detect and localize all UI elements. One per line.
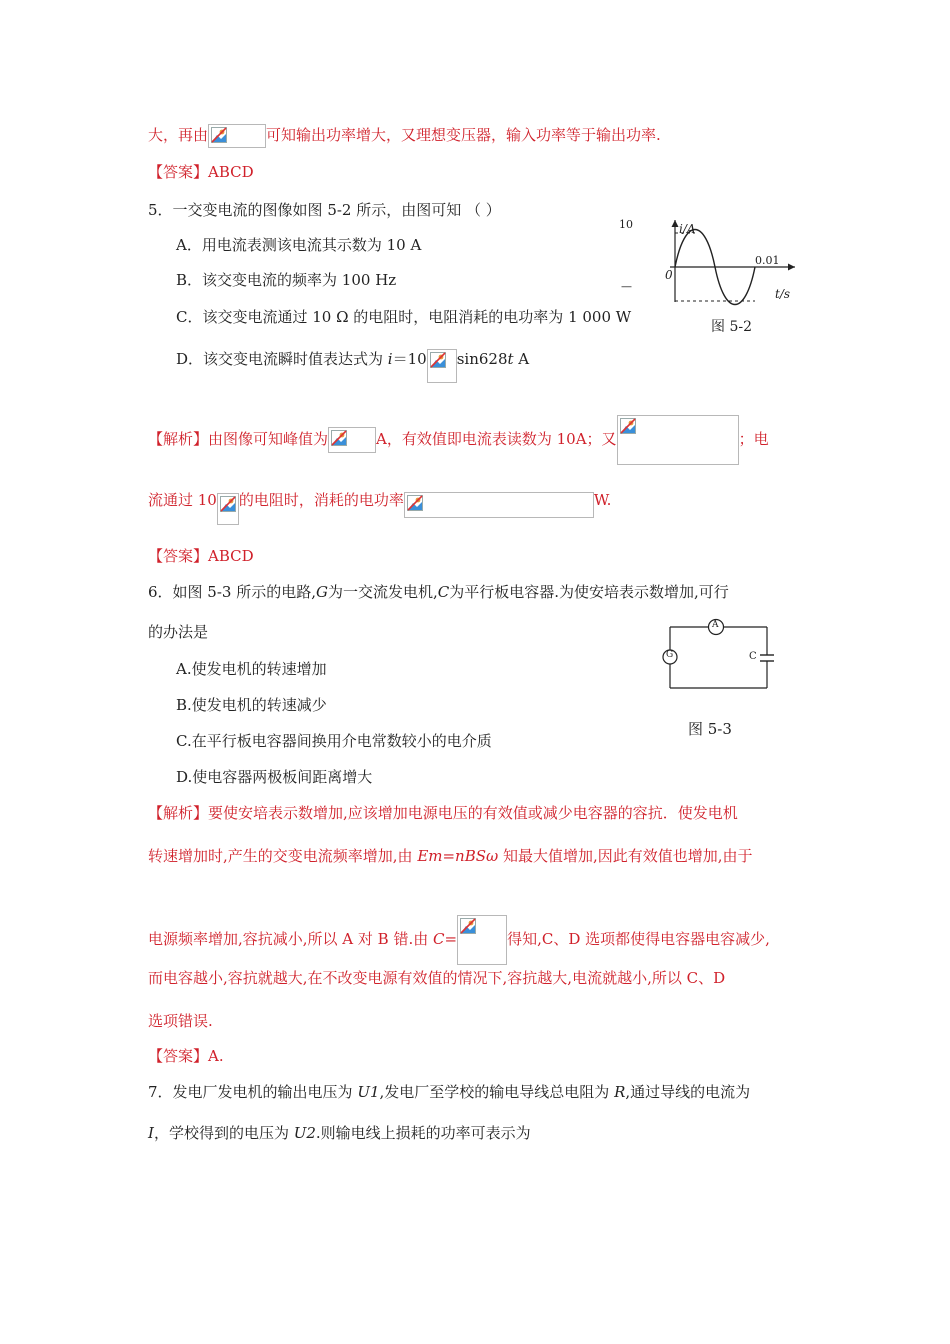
- text-segment: 知最大值增加,因此有效值也增加,由于: [498, 847, 753, 865]
- var-g: G: [316, 583, 328, 601]
- broken-image-icon: [457, 915, 507, 965]
- analysis-tag: 【解析】: [148, 804, 209, 822]
- circuit-diagram: [660, 618, 780, 698]
- figure-5-2: [615, 212, 805, 342]
- text-segment: 为平行板电容器.为使安培表示数增加,可行: [449, 583, 729, 601]
- y-value-label: 10: [619, 218, 633, 231]
- origin-label: 0: [665, 268, 673, 282]
- y-axis-label: i/A: [679, 222, 696, 236]
- broken-image-icon: [427, 349, 457, 383]
- analysis-5-line2: [148, 485, 611, 517]
- capacitor-label: C: [749, 651, 757, 662]
- var-c: C: [437, 583, 450, 601]
- analysis-6-line1: [148, 803, 738, 823]
- q5-option-b: B．该交变电流的频率为 100 Hz: [176, 271, 397, 289]
- broken-image-icon: [404, 492, 594, 518]
- broken-image-icon: [328, 427, 376, 453]
- q5-option-c: C．该交变电流通过 10 Ω 的电阻时，电阻消耗的电功率为 1 000 W: [176, 308, 632, 326]
- text-segment: ，学校得到的电压为: [153, 1124, 294, 1142]
- var-u2: U2: [293, 1124, 316, 1142]
- answer-label: 【答案】A.: [148, 1047, 224, 1065]
- text-segment: A: [513, 350, 530, 368]
- broken-image-icon: [617, 415, 739, 465]
- answer-label: 【答案】ABCD: [148, 547, 254, 565]
- var-t: t: [507, 350, 514, 368]
- text-segment: D．该交变电流瞬时值表达式为: [176, 350, 388, 368]
- text-segment: 为一交流发电机,: [328, 583, 438, 601]
- text-segment: 可知输出功率增大，又理想变压器，输入功率等于输出功率.: [266, 126, 661, 144]
- answer-continuation-line: [148, 124, 661, 148]
- q6-option-a: A.使发电机的转速增加: [176, 660, 327, 678]
- text-segment: A，有效值即电流表读数为 10A；又: [376, 430, 617, 448]
- x-tick-label: 0.01: [755, 254, 780, 267]
- broken-image-icon: [208, 124, 266, 148]
- text-segment: 由图像可知峰值为: [208, 430, 329, 448]
- text-segment: 的电阻时，消耗的电功率: [238, 491, 404, 509]
- text-segment: 电源频率增加,容抗减小,所以 A 对 B 错.由: [148, 930, 434, 948]
- ammeter-label: A: [712, 620, 719, 630]
- analysis-6-line5: 选项错误.: [148, 1012, 213, 1030]
- analysis-6-line4: 而电容越小,容抗就越大,在不改变电源有效值的情况下,容抗越大,电流就越小,所以 C、D: [148, 969, 726, 987]
- var-i: i: [387, 350, 393, 368]
- q6-stem: [148, 582, 729, 602]
- text-segment: 6．如图 5-3 所示的电路,: [148, 583, 317, 601]
- var-c: C: [433, 930, 445, 948]
- text-segment: =: [444, 930, 458, 948]
- text-segment: 转速增加时,产生的交变电流频率增加,由: [148, 847, 418, 865]
- answer-label: 【答案】ABCD: [148, 163, 254, 181]
- text-segment: sin628: [456, 350, 508, 368]
- formula: Em=nBSω: [417, 847, 499, 865]
- text-segment: 流通过 10: [148, 491, 217, 509]
- analysis-6-line3: [148, 915, 770, 965]
- q5-option-a: A．用电流表测该电流其示数为 10 A: [176, 236, 422, 254]
- x-axis-label: t/s: [775, 287, 791, 301]
- q7-stem-line2: [148, 1123, 531, 1143]
- text-segment: ,通过导线的电流为: [625, 1083, 751, 1101]
- q5-option-d: [176, 343, 529, 377]
- text-segment: 要使安培表示数增加,应该增加电源电压的有效值或减少电容器的容抗．使发电机: [208, 804, 738, 822]
- analysis-tag: 【解析】: [148, 430, 209, 448]
- figure-caption: 图 5-3: [688, 720, 732, 738]
- q7-stem-line1: [148, 1082, 750, 1102]
- text-segment: W.: [593, 491, 612, 509]
- text-segment: ；电: [738, 430, 769, 448]
- analysis-6-line2: [148, 846, 753, 866]
- text-segment: 得知,C、D 选项都使得电容器电容减少,: [507, 930, 770, 948]
- text-segment: .则输电线上损耗的功率可表示为: [315, 1124, 531, 1142]
- broken-image-icon: [217, 493, 239, 525]
- figure-5-3: [660, 618, 780, 742]
- q6-option-b: B.使发电机的转速减少: [176, 696, 327, 714]
- var-r: R: [614, 1083, 626, 1101]
- var-i: I: [148, 1124, 154, 1142]
- analysis-5-line1: [148, 415, 769, 465]
- text-segment: 大，再由: [148, 126, 209, 144]
- var-u1: U1: [357, 1083, 380, 1101]
- q6-stem-line2: 的办法是: [148, 623, 209, 641]
- text-segment: ＝10: [392, 350, 427, 368]
- text-segment: 7．发电厂发电机的输出电压为: [148, 1083, 358, 1101]
- generator-label: G: [666, 650, 674, 660]
- q6-option-c: C.在平行板电容器间换用介电常数较小的电介质: [176, 732, 492, 750]
- dash-label: —: [621, 280, 632, 293]
- q5-stem: 5．一交变电流的图像如图 5-2 所示，由图可知 （ ）: [148, 201, 501, 219]
- q6-option-d: D.使电容器两极板间距离增大: [176, 768, 373, 786]
- text-segment: ,发电厂至学校的输电导线总电阻为: [379, 1083, 615, 1101]
- figure-caption: 图 5-2: [711, 319, 752, 335]
